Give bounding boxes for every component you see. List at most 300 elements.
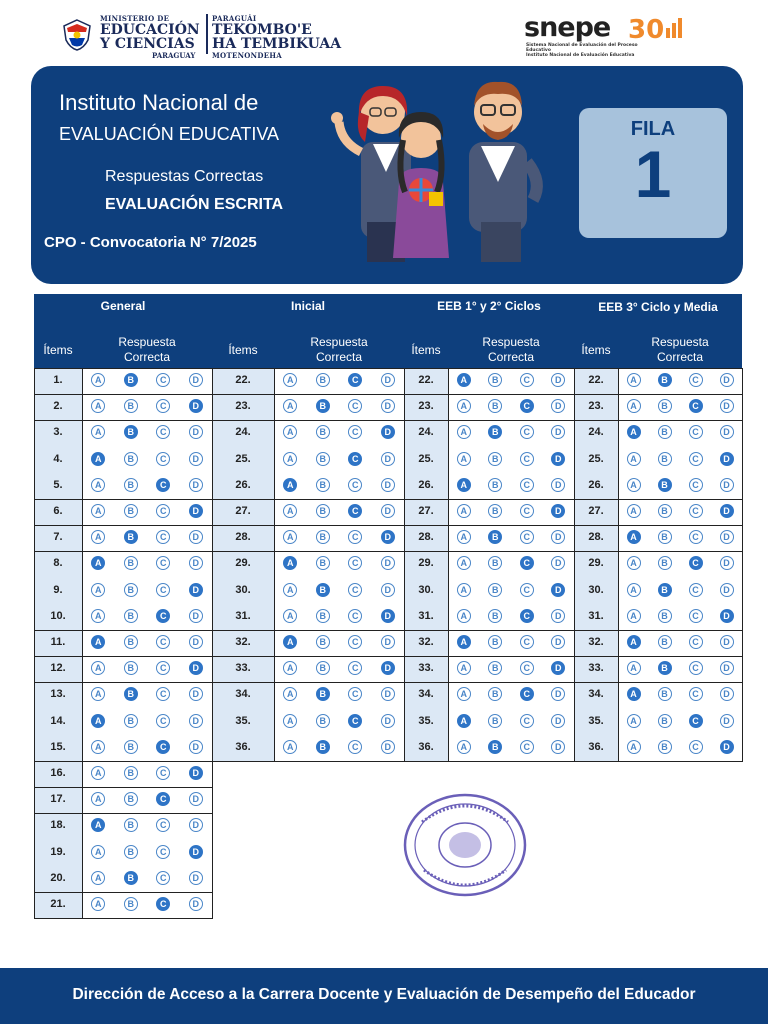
answer-bubble-a: A [91, 478, 105, 492]
answer-bubble-a: A [283, 583, 297, 597]
answer-bubble-b: B [316, 478, 330, 492]
answer-bubble-a: A [627, 556, 641, 570]
fila-label: FILA [630, 118, 676, 140]
row-separator [404, 525, 574, 526]
answer-bubble-d: D [381, 714, 395, 728]
answer-bubble-d: D [381, 530, 395, 544]
item-number: 31. [418, 609, 434, 622]
answer-bubble-c: C [348, 373, 362, 387]
answer-bubble-a: A [627, 399, 641, 413]
answer-bubble-d: D [381, 452, 395, 466]
answer-bubble-b: B [124, 766, 138, 780]
answer-header-line2: Correcta [656, 350, 703, 364]
item-number: 28. [418, 531, 434, 544]
section-header: Inicial [212, 294, 404, 332]
answer-bubble-d: D [189, 635, 203, 649]
answer-bubble-c: C [689, 583, 703, 597]
answer-bubble-c: C [520, 530, 534, 544]
answer-bubble-c: C [348, 687, 362, 701]
row-separator [212, 551, 404, 552]
item-number: 16. [50, 767, 66, 779]
answer-bubble-b: B [124, 714, 138, 728]
row-separator [404, 682, 574, 683]
answer-bubble-a: A [91, 373, 105, 387]
answer-bubble-c: C [156, 583, 170, 597]
row-separator [404, 630, 574, 631]
answer-bubble-c: C [520, 740, 534, 754]
answer-bubble-a: A [457, 714, 471, 728]
answer-bubble-a: A [91, 740, 105, 754]
answer-bubble-c: C [520, 452, 534, 466]
item-number: 22. [418, 374, 434, 386]
answer-bubble-b: B [658, 399, 672, 413]
item-number: 34. [418, 688, 434, 701]
item-number: 29. [418, 557, 434, 570]
item-number: 23. [235, 400, 251, 413]
answer-bubble-b: B [316, 714, 330, 728]
answer-header-line2: Correcta [487, 350, 534, 364]
item-number: 28. [235, 531, 251, 544]
answer-bubble-b: B [316, 661, 330, 675]
answer-bubble-b: B [658, 687, 672, 701]
item-number: 10. [50, 609, 66, 622]
answer-bubble-c: C [520, 583, 534, 597]
item-number: 20. [50, 871, 66, 884]
logo-divider [206, 14, 208, 54]
answer-bubble-c: C [689, 609, 703, 623]
answer-bubble-d: D [551, 609, 565, 623]
items-column-header: Ítems [574, 332, 618, 368]
answer-bubble-a: A [283, 504, 297, 518]
answer-bubble-d: D [189, 556, 203, 570]
answer-bubble-a: A [627, 609, 641, 623]
answer-bubble-c: C [520, 609, 534, 623]
row-separator [574, 368, 742, 369]
answer-bubble-d: D [720, 478, 734, 492]
ministry-line1: EDUCACIÓN [100, 22, 200, 38]
answer-bubble-d: D [189, 583, 203, 597]
answer-bubble-b: B [124, 609, 138, 623]
answer-bubble-b: B [124, 556, 138, 570]
answer-bubble-c: C [689, 661, 703, 675]
answer-bubble-c: C [348, 556, 362, 570]
answer-bubble-d: D [189, 871, 203, 885]
row-separator [34, 551, 212, 552]
answer-bubble-b: B [124, 399, 138, 413]
answer-bubble-c: C [689, 530, 703, 544]
table-border-left [212, 368, 213, 761]
answer-header-line1: Respuesta [651, 335, 709, 349]
official-seal-icon [402, 792, 528, 898]
answer-bubble-a: A [283, 740, 297, 754]
item-number: 31. [235, 609, 251, 622]
answer-bubble-a: A [457, 399, 471, 413]
answer-bubble-d: D [381, 425, 395, 439]
answer-bubble-b: B [488, 583, 502, 597]
answer-bubble-d: D [381, 373, 395, 387]
item-number: 18. [50, 819, 66, 832]
answer-header-line1: Respuesta [118, 335, 176, 349]
item-number: 6. [53, 505, 63, 517]
answer-bubble-b: B [316, 452, 330, 466]
answer-bubble-d: D [189, 766, 203, 780]
item-number: 11. [50, 636, 66, 648]
item-number: 30. [418, 583, 434, 596]
fila-number: 1 [634, 137, 672, 211]
answer-bubble-d: D [189, 661, 203, 675]
answer-bubble-a: A [627, 661, 641, 675]
answer-bubble-a: A [457, 452, 471, 466]
answer-bubble-d: D [720, 583, 734, 597]
table-border-mid [82, 368, 83, 918]
item-number: 22. [588, 374, 604, 386]
snepe-wordmark: snepe [524, 12, 611, 43]
row-separator [212, 394, 404, 395]
snepe-sub1: Sistema Nacional de Evaluación del Proceso Educativo [526, 43, 638, 53]
answer-bubble-c: C [156, 425, 170, 439]
answer-bubble-d: D [720, 661, 734, 675]
answer-bubble-c: C [520, 399, 534, 413]
answer-bubble-d: D [189, 740, 203, 754]
answer-bubble-b: B [488, 399, 502, 413]
answer-bubble-b: B [124, 845, 138, 859]
answer-bubble-a: A [91, 635, 105, 649]
row-separator [212, 682, 404, 683]
item-number: 29. [235, 557, 251, 570]
answer-bubble-b: B [316, 399, 330, 413]
answer-bubble-a: A [627, 452, 641, 466]
item-number: 35. [588, 714, 604, 727]
answer-bubble-a: A [91, 609, 105, 623]
answer-bubble-a: A [457, 740, 471, 754]
item-number: 3. [53, 426, 63, 439]
table-border-bottom [574, 761, 743, 762]
answer-bubble-b: B [658, 504, 672, 518]
answer-bubble-b: B [488, 661, 502, 675]
answer-bubble-d: D [720, 556, 734, 570]
answer-bubble-c: C [689, 425, 703, 439]
answer-bubble-d: D [381, 478, 395, 492]
answer-bubble-a: A [91, 766, 105, 780]
answer-bubble-b: B [658, 425, 672, 439]
answer-bubble-c: C [156, 766, 170, 780]
answer-bubble-c: C [520, 661, 534, 675]
answer-bubble-b: B [658, 714, 672, 728]
section-header: General [34, 294, 212, 332]
item-number: 35. [235, 714, 251, 727]
answer-bubble-b: B [488, 714, 502, 728]
answer-header-line1: Respuesta [310, 335, 368, 349]
answer-bubble-a: A [283, 687, 297, 701]
answer-bubble-d: D [720, 530, 734, 544]
answer-bubble-d: D [189, 530, 203, 544]
table-border-mid [274, 368, 275, 761]
answer-bubble-a: A [627, 714, 641, 728]
answer-bubble-d: D [189, 897, 203, 911]
answer-bubble-c: C [156, 635, 170, 649]
answer-bubble-d: D [189, 609, 203, 623]
answer-bubble-c: C [156, 845, 170, 859]
row-separator [574, 551, 742, 552]
answer-bubble-a: A [457, 530, 471, 544]
answer-bubble-c: C [348, 504, 362, 518]
table-border-bottom [34, 918, 213, 919]
answer-bubble-d: D [189, 504, 203, 518]
item-number: 30. [235, 583, 251, 596]
answer-bubble-a: A [283, 661, 297, 675]
tek-line1: TEKOMBO'E [212, 22, 312, 38]
row-separator [574, 656, 742, 657]
section-header: EEB 1° y 2° Ciclos [404, 294, 574, 332]
answer-bubble-b: B [488, 556, 502, 570]
answer-bubble-c: C [689, 373, 703, 387]
teachers-illustration [321, 72, 561, 262]
answer-bubble-a: A [457, 425, 471, 439]
answer-bubble-d: D [551, 714, 565, 728]
item-number: 5. [53, 478, 63, 491]
item-number: 27. [588, 505, 604, 517]
answer-bubble-a: A [91, 399, 105, 413]
table-border-bottom [212, 761, 405, 762]
row-separator [34, 368, 212, 369]
answer-bubble-c: C [156, 399, 170, 413]
answer-bubble-c: C [689, 687, 703, 701]
answer-bubble-b: B [124, 818, 138, 832]
answer-bubble-c: C [520, 373, 534, 387]
answer-bubble-b: B [658, 373, 672, 387]
table-border-bottom [404, 761, 575, 762]
answer-bubble-b: B [316, 556, 330, 570]
row-separator [404, 368, 574, 369]
item-number: 21. [50, 898, 66, 910]
answer-bubble-d: D [720, 373, 734, 387]
answer-bubble-b: B [488, 478, 502, 492]
column-divider [742, 294, 743, 332]
snepe-logo [524, 12, 694, 56]
answer-bubble-a: A [283, 425, 297, 439]
answer-bubble-c: C [348, 399, 362, 413]
answer-bubble-a: A [91, 871, 105, 885]
answer-bubble-d: D [551, 556, 565, 570]
item-number: 31. [588, 609, 604, 622]
answer-bubble-a: A [457, 583, 471, 597]
answer-bubble-a: A [283, 452, 297, 466]
answer-bubble-c: C [348, 661, 362, 675]
answer-bubble-c: C [156, 661, 170, 675]
item-number: 27. [418, 505, 434, 517]
answer-bubble-a: A [283, 635, 297, 649]
item-number: 34. [588, 688, 604, 701]
row-separator [404, 394, 574, 395]
row-separator [574, 682, 742, 683]
answer-bubble-d: D [720, 635, 734, 649]
answer-bubble-d: D [381, 504, 395, 518]
answer-bubble-b: B [658, 452, 672, 466]
answer-bubble-c: C [156, 792, 170, 806]
row-separator [574, 420, 742, 421]
answer-bubble-b: B [124, 897, 138, 911]
answer-bubble-a: A [457, 635, 471, 649]
answer-bubble-c: C [520, 425, 534, 439]
answer-bubble-a: A [91, 504, 105, 518]
answer-column-header [274, 332, 404, 368]
answer-bubble-a: A [91, 583, 105, 597]
item-number: 24. [235, 426, 251, 439]
item-number: 9. [53, 583, 63, 596]
answer-bubble-c: C [156, 740, 170, 754]
answer-bubble-b: B [488, 504, 502, 518]
answer-bubble-d: D [381, 556, 395, 570]
row-separator [574, 630, 742, 631]
answer-bubble-b: B [124, 530, 138, 544]
answer-bubble-b: B [488, 687, 502, 701]
item-number: 32. [235, 636, 251, 648]
answer-bubble-a: A [91, 687, 105, 701]
answer-bubble-b: B [316, 504, 330, 518]
row-separator [34, 394, 212, 395]
answer-bubble-c: C [689, 399, 703, 413]
item-number: 32. [418, 636, 434, 648]
answer-bubble-c: C [520, 504, 534, 518]
answer-bubble-b: B [658, 478, 672, 492]
answer-bubble-a: A [283, 399, 297, 413]
snepe-30-badge-icon [628, 14, 688, 44]
answer-bubble-c: C [156, 897, 170, 911]
paraguay-shield-icon [60, 18, 94, 52]
banner-title-line2: EVALUACIÓN EDUCATIVA [59, 124, 280, 144]
answer-bubble-a: A [627, 425, 641, 439]
answer-bubble-b: B [124, 740, 138, 754]
answer-bubble-b: B [316, 583, 330, 597]
row-separator [404, 551, 574, 552]
answer-bubble-a: A [91, 452, 105, 466]
snepe-number: 30 [628, 15, 665, 44]
row-separator [212, 368, 404, 369]
footer-text: Dirección de Acceso a la Carrera Docente y Evaluación de Desempeño del Educador [72, 986, 696, 1003]
answer-bubble-c: C [520, 556, 534, 570]
ministry-line2: Y CIENCIAS [100, 36, 195, 52]
table-border-right [742, 368, 743, 761]
item-number: 32. [588, 636, 604, 648]
answer-bubble-b: B [124, 583, 138, 597]
answer-bubble-b: B [488, 609, 502, 623]
answer-bubble-d: D [551, 478, 565, 492]
row-separator [404, 499, 574, 500]
item-number: 26. [418, 478, 434, 491]
answer-bubble-b: B [488, 530, 502, 544]
answer-bubble-a: A [283, 714, 297, 728]
answer-bubble-a: A [91, 818, 105, 832]
answer-bubble-b: B [658, 583, 672, 597]
answer-bubble-c: C [156, 871, 170, 885]
item-number: 33. [588, 662, 604, 675]
answer-bubble-a: A [627, 687, 641, 701]
item-number: 36. [588, 740, 604, 753]
item-number: 23. [418, 400, 434, 413]
answer-bubble-c: C [689, 556, 703, 570]
answer-bubble-b: B [316, 609, 330, 623]
answer-bubble-c: C [520, 687, 534, 701]
item-number: 23. [588, 400, 604, 413]
row-separator [212, 420, 404, 421]
answer-bubble-a: A [627, 478, 641, 492]
banner-subtitle: Respuestas Correctas [105, 168, 264, 185]
answer-bubble-d: D [189, 425, 203, 439]
footer-bar [0, 968, 768, 1024]
items-column-header: Ítems [212, 332, 274, 368]
snepe-sub2: Instituto Nacional de Evaluación Educativa [526, 53, 635, 58]
answer-bubble-d: D [381, 583, 395, 597]
item-number: 22. [235, 374, 251, 386]
answer-bubble-b: B [658, 635, 672, 649]
answer-bubble-a: A [457, 661, 471, 675]
item-number: 25. [588, 452, 604, 465]
answer-bubble-a: A [91, 845, 105, 859]
answer-bubble-a: A [457, 478, 471, 492]
answer-bubble-a: A [627, 583, 641, 597]
answer-bubble-c: C [156, 530, 170, 544]
item-number: 25. [418, 452, 434, 465]
answer-bubble-a: A [91, 792, 105, 806]
answer-bubble-d: D [551, 399, 565, 413]
item-number: 36. [418, 740, 434, 753]
item-number: 25. [235, 452, 251, 465]
answer-bubble-a: A [457, 609, 471, 623]
answer-bubble-d: D [381, 399, 395, 413]
row-separator [34, 525, 212, 526]
answer-bubble-b: B [124, 425, 138, 439]
row-separator [34, 787, 212, 788]
answer-bubble-c: C [520, 714, 534, 728]
answer-bubble-a: A [627, 504, 641, 518]
answer-bubble-d: D [720, 609, 734, 623]
answer-bubble-a: A [91, 556, 105, 570]
row-separator [34, 682, 212, 683]
answer-bubble-b: B [316, 740, 330, 754]
row-separator [212, 499, 404, 500]
banner-exam-type: EVALUACIÓN ESCRITA [105, 196, 284, 213]
answer-bubble-b: B [488, 635, 502, 649]
title-banner [31, 66, 743, 284]
answer-bubble-d: D [551, 740, 565, 754]
answer-header-line2: Correcta [123, 350, 170, 364]
answer-bubble-a: A [91, 714, 105, 728]
answer-bubble-d: D [189, 373, 203, 387]
item-number: 17. [50, 793, 66, 806]
item-number: 24. [418, 426, 434, 439]
answer-bubble-d: D [189, 845, 203, 859]
item-number: 24. [588, 426, 604, 439]
banner-convocatoria: CPO - Convocatoria N° 7/2025 [44, 234, 257, 251]
answer-bubble-b: B [124, 792, 138, 806]
answer-bubble-d: D [551, 530, 565, 544]
answer-bubble-d: D [189, 792, 203, 806]
answer-bubble-a: A [457, 687, 471, 701]
answer-bubble-d: D [551, 687, 565, 701]
item-number: 8. [53, 557, 63, 570]
items-column-header: Ítems [34, 332, 82, 368]
answer-bubble-d: D [189, 687, 203, 701]
answer-bubble-d: D [189, 452, 203, 466]
answer-bubble-d: D [720, 452, 734, 466]
answer-bubble-d: D [551, 583, 565, 597]
answer-bubble-c: C [689, 504, 703, 518]
answer-bubble-d: D [720, 399, 734, 413]
item-number: 28. [588, 531, 604, 544]
answer-bubble-d: D [551, 504, 565, 518]
item-number: 1. [53, 374, 63, 386]
fila-badge [579, 108, 727, 238]
